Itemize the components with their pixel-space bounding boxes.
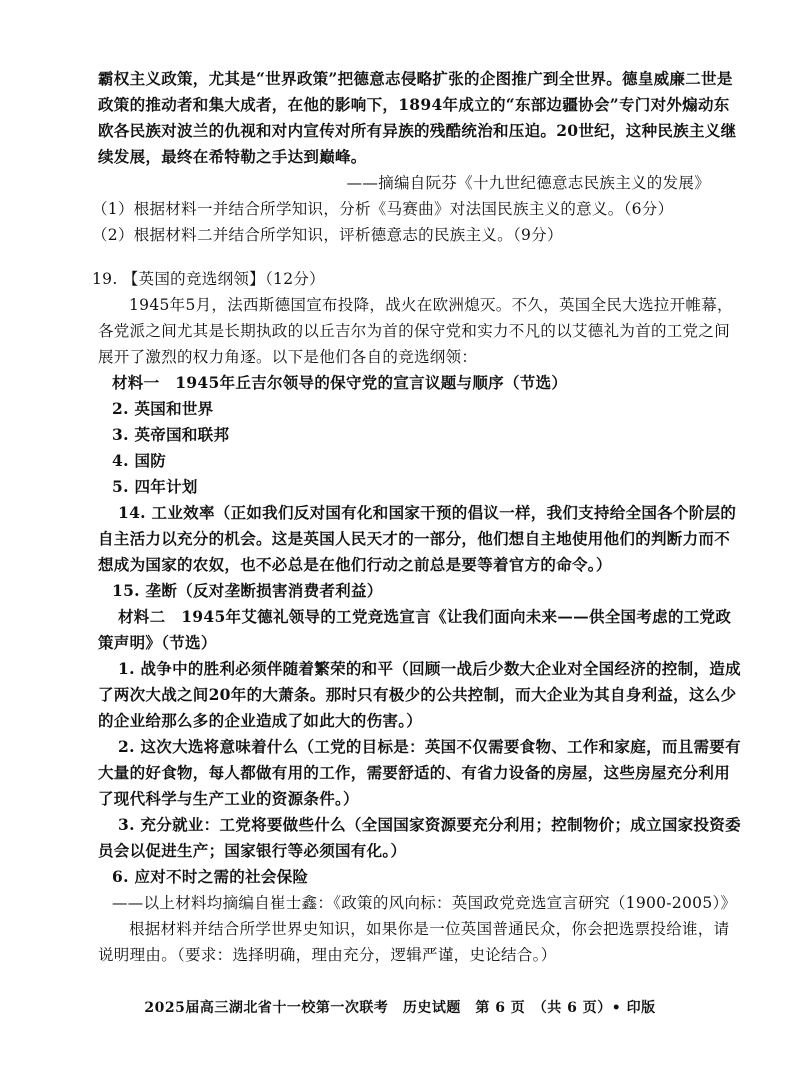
question-18-part-1: （1）根据材料一并结合所学知识，分析《马赛曲》对法国民族主义的意义。（6分） xyxy=(92,200,674,218)
material2-source: ——摘编自阮芬《十九世纪德意志民族主义的发展》 xyxy=(346,174,710,192)
material1-item: 14. 工业效率（正如我们反对国有化和国家干预的倡议一样，我们支持给全国各个阶层的自主活力以充分的机会。这是英国人民天才的一部分，他们想自主地使用他们的判断力而不想成为国家的农奴，也不必总是在他们行动之前总是要等着官方的命令。） xyxy=(98,503,737,574)
material1-title: 材料一 1945年丘吉尔领导的保守党的宣言议题与顺序（节选） xyxy=(112,373,568,392)
material2-item: 1. 战争中的胜利必须伴随着繁荣的和平（回顾一战后少数大企业对全国经济的控制，造成了两次大战之间20年的大萧条。那时只有极少的公共控制，而大企业为其自身利益，这么少的企业给那么多的企业造成了如此大的伤害。） xyxy=(98,659,741,730)
material2-paragraph: 霸权主义政策，尤其是“世界政策”把德意志侵略扩张的企图推广到全世界。德皇威廉二世是政策的推动者和集大成者，在他的影响下，1894年成立的“东部边疆协会”专门对外煽动东欧各民族对波兰的仇视和对内宣传对所有异族的残酷统治和压迫。20世纪，这种民族主义继续发展，最终在希特勒之手达到巅峰。 xyxy=(98,69,737,166)
question-18-part-2: （2）根据材料二并结合所学知识，评析德意志的民族主义。（9分） xyxy=(92,226,563,244)
material2-continuation xyxy=(98,66,738,196)
material1-item: 4. 国防 xyxy=(112,451,167,470)
material2-item: 2. 这次大选将意味着什么（工党的目标是：英国不仅需要食物、工作和家庭，而且需要有大量的好食物，每人都做有用的工作，需要舒适的、有省力设备的房屋，这些房屋充分利用了现代科学与生产工业的资源条件。） xyxy=(98,737,741,808)
material1-item: 2. 英国和世界 xyxy=(112,399,214,418)
material2-title: 材料二 1945年艾德礼领导的工党竞选宣言《让我们面向未来——供全国考虑的工党政策声明》（节选） xyxy=(98,607,732,652)
question-19-task: 根据材料并结合所学世界史知识，如果你是一位英国普通民众，你会把选票投给谁，请说明理由。（要求：选择明确，理由充分，逻辑严谨，史论结合。） xyxy=(98,920,730,964)
question-19-intro: 1945年5月，法西斯德国宣布投降，战火在欧洲熄灭。不久，英国全民大选拉开帷幕，各党派之间尤其是长期执政的以丘吉尔为首的保守党和实力不凡的以艾德礼为首的工党之间展开了激烈的权力角逐。以下是他们各自的竞选纲领： xyxy=(98,296,733,366)
material2-item: 6. 应对不时之需的社会保险 xyxy=(112,867,309,886)
question-18-subquestions xyxy=(92,196,732,248)
question-19-heading: 19. 【英国的竞选纲领】（12分） xyxy=(92,270,325,288)
material2-item: 3. 充分就业：工党将要做些什么（全国国家资源要充分利用；控制物价；成立国家投资委员会以促进生产；国家银行等必须国有化。） xyxy=(98,815,741,860)
question-19 xyxy=(92,266,742,968)
material1-item: 5. 四年计划 xyxy=(112,477,198,496)
page-footer: 2025届高三湖北省十一校第一次联考 历史试题 第 6 页 （共 6 页）• 印版 xyxy=(144,1000,656,1016)
question-19-source: ——以上材料均摘编自崔士鑫：《政策的风向标：英国政党竞选宣言研究（1900-2005）》 xyxy=(112,894,737,912)
material1-item: 3. 英帝国和联邦 xyxy=(112,425,230,444)
material1-item: 15. 垄断（反对垄断损害消费者利益） xyxy=(112,581,383,600)
